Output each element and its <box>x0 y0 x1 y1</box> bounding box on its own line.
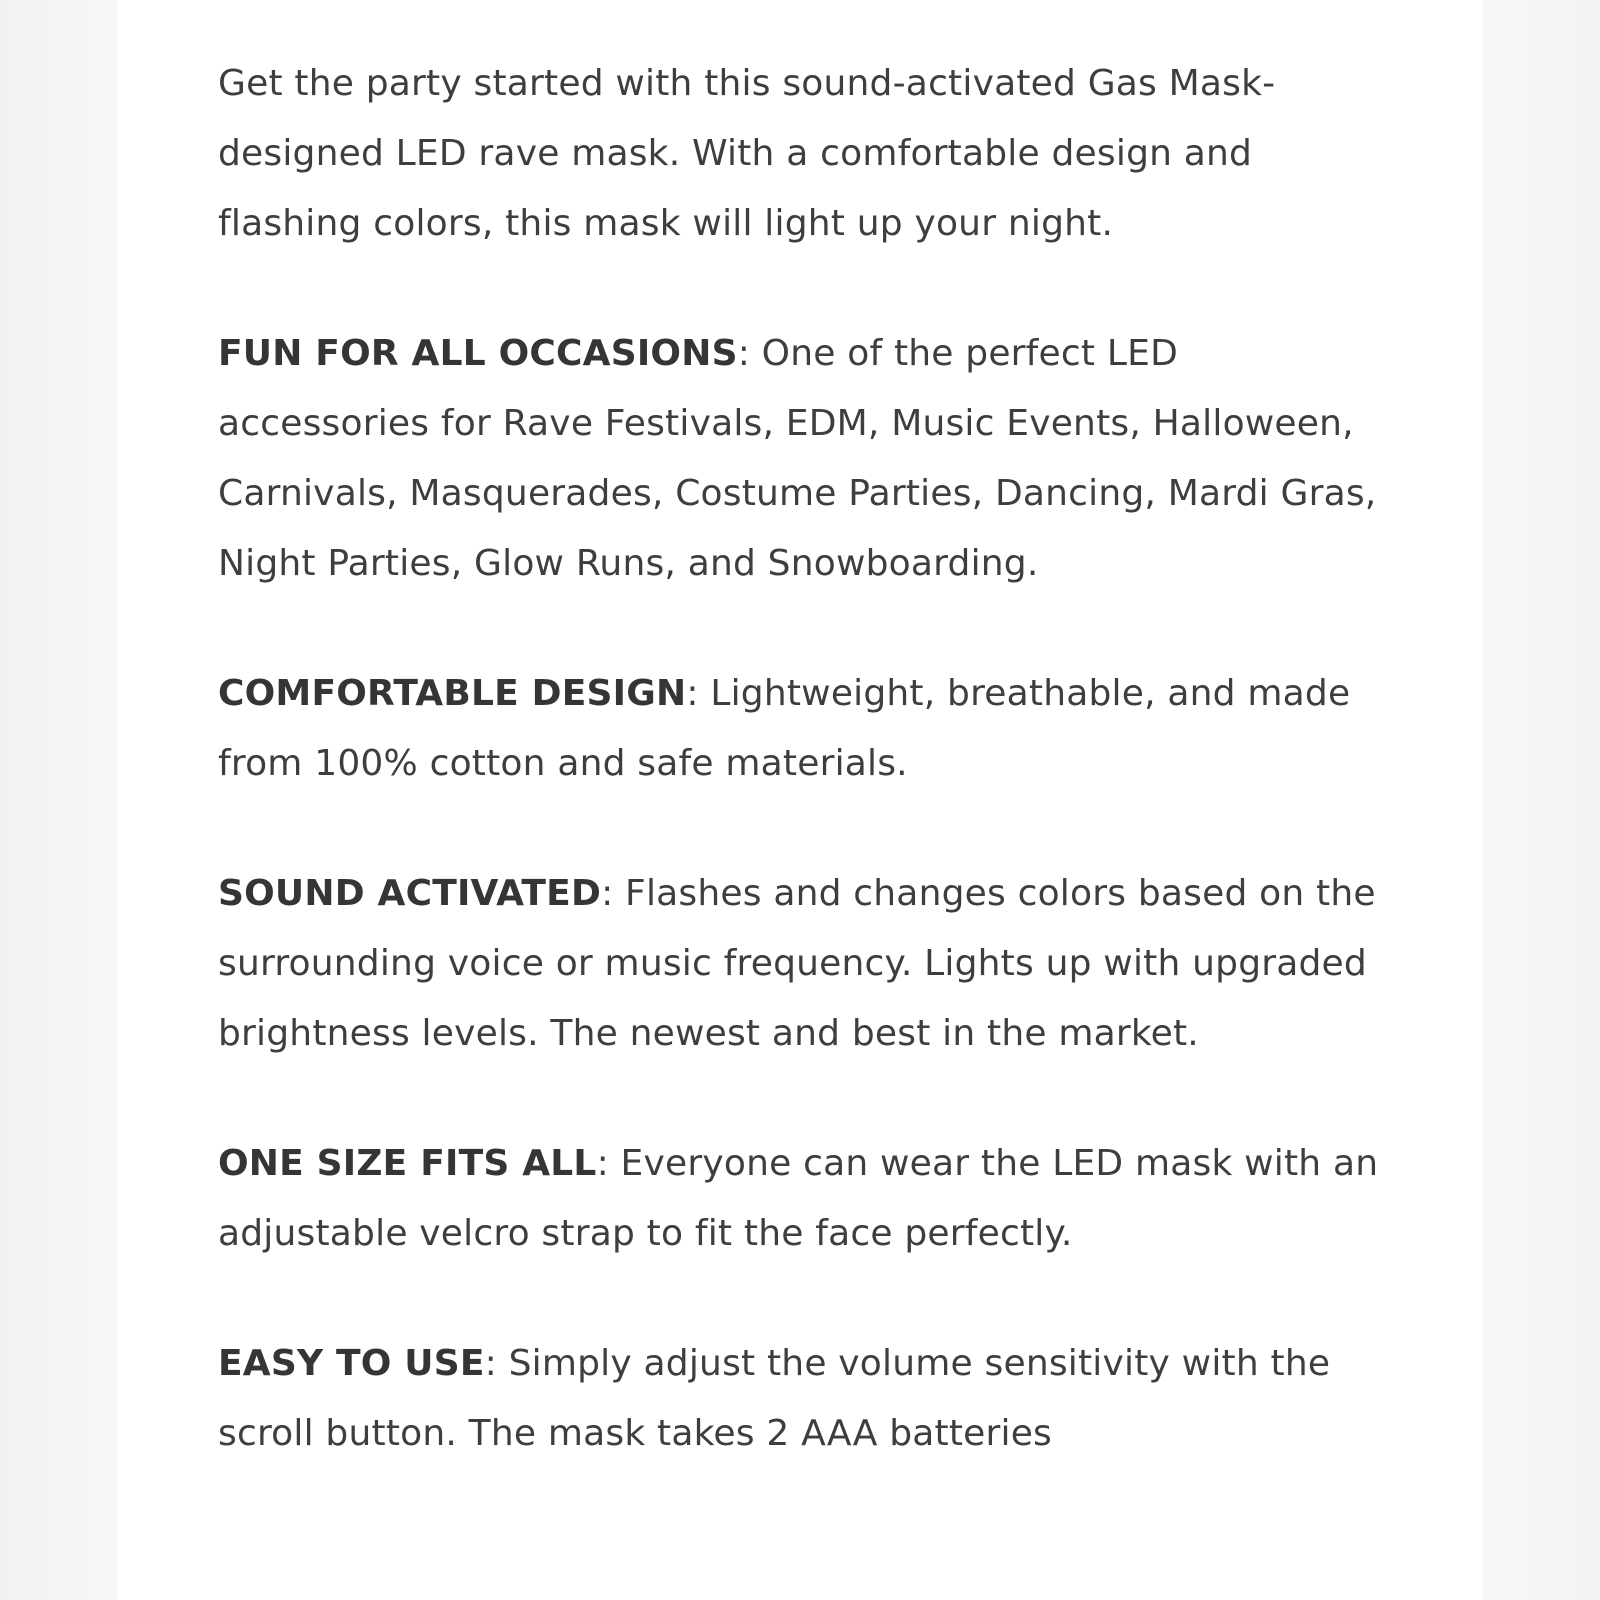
product-description <box>218 49 1393 1529</box>
feature-sound-activated <box>218 859 1393 1069</box>
feature-heading: ONE SIZE FITS ALL <box>218 1143 597 1184</box>
feature-text: : Flashes and changes colors based on the surrounding voice or music frequency. Lights up with upgraded brightness levels. The newest and best in the market. <box>218 873 1376 1054</box>
feature-fun-for-all-occasions <box>218 319 1393 599</box>
feature-heading: EASY TO USE <box>218 1343 485 1384</box>
feature-one-size-fits-all <box>218 1129 1393 1269</box>
feature-text: : Everyone can wear the LED mask with an adjustable velcro strap to fit the face perfectly. <box>218 1143 1379 1254</box>
feature-heading: FUN FOR ALL OCCASIONS <box>218 333 738 374</box>
feature-heading: SOUND ACTIVATED <box>218 873 602 914</box>
feature-easy-to-use <box>218 1329 1393 1469</box>
feature-text: : Simply adjust the volume sensitivity with the scroll button. The mask takes 2 AAA batteries <box>218 1343 1331 1454</box>
feature-heading: COMFORTABLE DESIGN <box>218 673 687 714</box>
feature-text: : Lightweight, breathable, and made from 100% cotton and safe materials. <box>218 673 1351 784</box>
feature-comfortable-design <box>218 659 1393 799</box>
feature-text: : One of the perfect LED accessories for Rave Festivals, EDM, Music Events, Halloween, Carnivals, Masquerades, Costume Parties, Dancing, Mardi Gras, Night Parties, Glow Runs, and Snowboarding. <box>218 333 1377 584</box>
intro-paragraph: Get the party started with this sound-activated Gas Mask-designed LED rave mask. With a comfortable design and flashing colors, this mask will light up your night. <box>218 63 1276 244</box>
